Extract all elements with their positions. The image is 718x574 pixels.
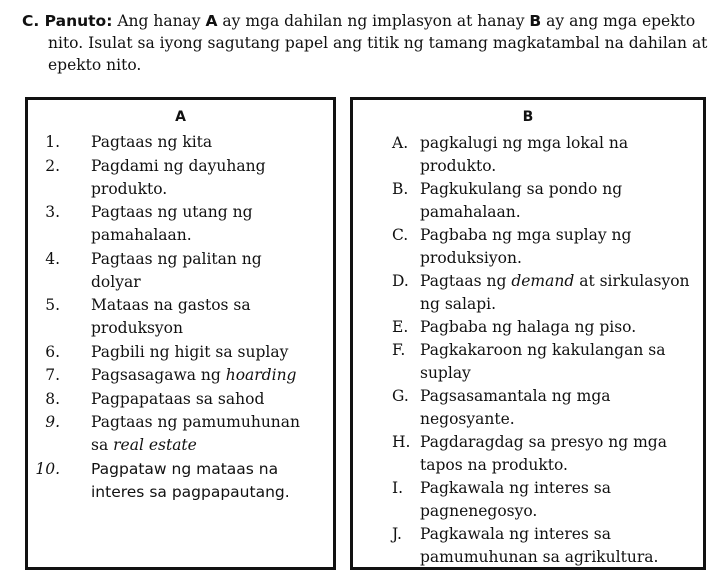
item-number: 4. xyxy=(45,249,60,268)
list-item xyxy=(28,458,333,504)
item-text: Mataas na gastos sa produksyon xyxy=(91,296,251,337)
item-text: Pagsasamantala ng mga negosyante. xyxy=(420,387,611,428)
instructions-text xyxy=(22,10,712,76)
item-text-post: at sirkulasyon ng salapi. xyxy=(420,272,690,313)
item-text xyxy=(91,411,311,457)
item-text-em: demand xyxy=(511,272,575,290)
column-b-header: B xyxy=(522,109,534,125)
item-text: Pagpapataas sa sahod xyxy=(91,389,265,408)
item-text xyxy=(420,270,690,316)
item-number: 6. xyxy=(45,342,60,361)
item-letter: J. xyxy=(392,525,402,543)
list-item xyxy=(353,431,703,477)
list-item xyxy=(28,131,333,154)
list-item xyxy=(353,477,703,523)
item-text: Pagbaba ng mga suplay ng produksiyon. xyxy=(420,226,632,267)
item-letter: D. xyxy=(392,272,409,290)
instructions-part1: Ang hanay xyxy=(117,12,206,30)
item-letter: A. xyxy=(392,134,409,152)
item-text-em: real estate xyxy=(113,436,197,454)
item-text: Pagkukulang sa pondo ng pamahalaan. xyxy=(420,180,623,221)
item-text: Pagbaba ng halaga ng piso. xyxy=(420,318,637,336)
item-text-pre: Pagsasagawa ng xyxy=(91,366,226,384)
instructions xyxy=(22,10,712,76)
list-item xyxy=(28,411,333,457)
column-a-header: A xyxy=(175,109,186,125)
instructions-label: C. Panuto: xyxy=(22,12,113,30)
item-text: Pagdami ng dayuhang produkto. xyxy=(91,156,266,198)
list-item xyxy=(28,364,333,387)
item-text: pagkalugi ng mga lokal na produkto. xyxy=(420,134,629,175)
list-item xyxy=(353,270,703,316)
item-text: Pagtaas ng utang ng pamahalaan. xyxy=(91,203,253,244)
list-item xyxy=(353,339,703,385)
item-text: Pagkakaroon ng kakulangan sa suplay xyxy=(420,341,666,382)
item-text: Pagtaas ng kita xyxy=(91,133,213,151)
item-letter: I. xyxy=(392,479,404,497)
item-number: 2. xyxy=(45,156,60,175)
list-item xyxy=(353,523,703,569)
item-letter: C. xyxy=(392,226,409,244)
item-number: 8. xyxy=(45,389,60,408)
item-text: Pagkawala ng interes sa pagnenegosyo. xyxy=(420,479,611,520)
item-number: 7. xyxy=(45,366,60,384)
column-b-box xyxy=(350,97,706,570)
item-text xyxy=(91,364,311,387)
item-text: Pagkawala ng interes sa pamumuhunan sa agrikultura. xyxy=(420,525,659,566)
list-item xyxy=(28,388,333,411)
column-a-box xyxy=(25,97,336,570)
item-letter: E. xyxy=(392,318,409,336)
item-text: Pagpataw ng mataas na interes sa pagpapautang. xyxy=(91,459,290,501)
list-item xyxy=(28,201,333,247)
instructions-part2: ay mga dahilan ng implasyon at hanay xyxy=(217,12,530,30)
list-item xyxy=(353,316,703,339)
item-number: 1. xyxy=(45,133,60,151)
column-b-list xyxy=(353,129,703,569)
list-item xyxy=(28,155,333,201)
item-letter: F. xyxy=(392,341,406,359)
item-text-pre: Pagtaas ng xyxy=(420,272,512,290)
item-text-pre: Pagtaas ng pamumuhunan sa xyxy=(91,413,301,454)
list-item xyxy=(353,178,703,224)
item-number: 5. xyxy=(45,296,60,314)
item-letter: G. xyxy=(392,387,409,405)
item-text: Pagtaas ng palitan ng dolyar xyxy=(91,249,262,291)
item-number: 10. xyxy=(35,459,60,478)
instructions-col-a: A xyxy=(205,12,218,30)
instructions-part3: ay ang mga epekto nito. Isulat sa iyong sagutang papel ang titik ng tamang magkatambal na dahilan at epekto nito. xyxy=(48,12,708,74)
list-item xyxy=(28,341,333,364)
item-number: 9. xyxy=(45,413,60,431)
instructions-col-b: B xyxy=(529,12,542,30)
list-item xyxy=(28,294,333,340)
list-item xyxy=(353,385,703,431)
list-item xyxy=(353,132,703,178)
item-letter: H. xyxy=(392,433,411,451)
item-letter: B. xyxy=(392,180,409,198)
item-number: 3. xyxy=(45,203,60,221)
item-text: Pagdaragdag sa presyo ng mga tapos na produkto. xyxy=(420,433,667,474)
item-text: Pagbili ng higit sa suplay xyxy=(91,342,289,361)
item-text-em: hoarding xyxy=(225,366,297,384)
list-item xyxy=(28,248,333,294)
column-a-list xyxy=(28,129,333,504)
list-item xyxy=(353,224,703,270)
